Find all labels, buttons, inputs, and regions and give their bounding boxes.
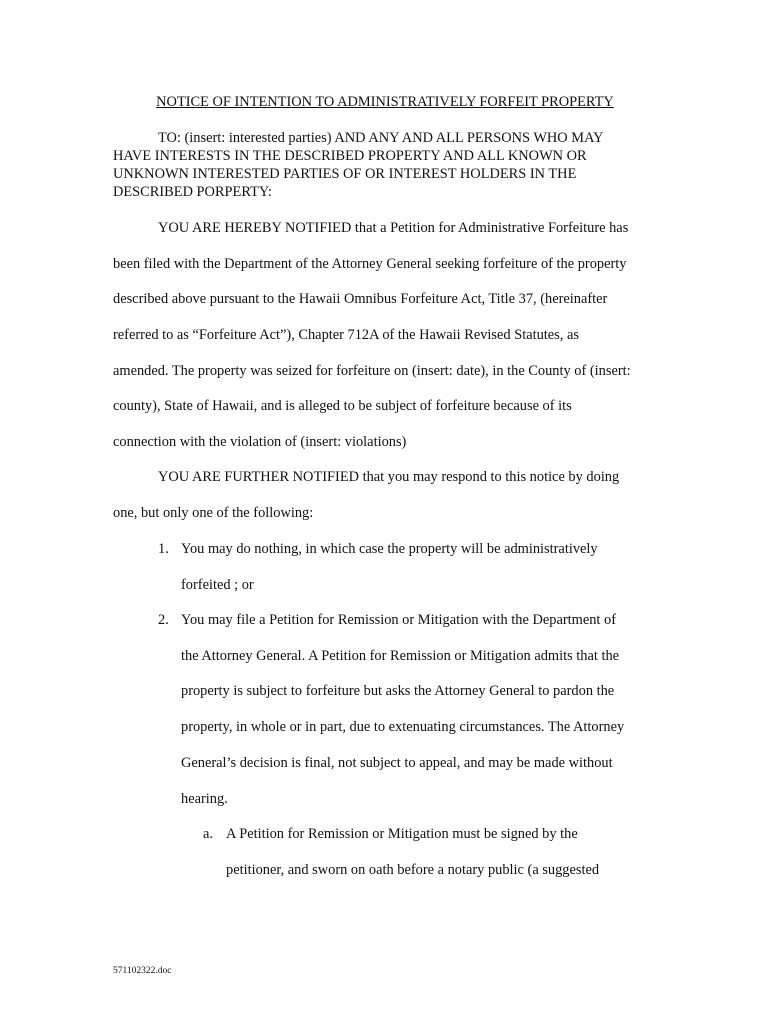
item-1-line-1: You may do nothing, in which case the property will be administratively bbox=[181, 541, 598, 557]
document-footer-filename: 571102322.doc bbox=[113, 966, 172, 976]
item-2a-line-2: petitioner, and sworn on oath before a notary public (a suggested bbox=[226, 862, 600, 878]
document-title: NOTICE OF INTENTION TO ADMINISTRATIVELY FORFEIT PROPERTY bbox=[156, 94, 614, 110]
to-line-3: UNKNOWN INTERESTED PARTIES OF OR INTEREST HOLDERS IN THE bbox=[113, 166, 577, 182]
item-2-line-1: You may file a Petition for Remission or Mitigation with the Department of bbox=[181, 612, 616, 628]
item-2-line-3: property is subject to forfeiture but asks the Attorney General to pardon the bbox=[181, 683, 615, 699]
para1-line-3: described above pursuant to the Hawaii Omnibus Forfeiture Act, Title 37, (hereinafter bbox=[113, 291, 608, 307]
item-2-line-4: property, in whole or in part, due to extenuating circumstances. The Attorney bbox=[181, 719, 625, 735]
item-2-number: 2. bbox=[158, 612, 169, 628]
item-2a-letter: a. bbox=[203, 826, 213, 842]
item-2a-line-1: A Petition for Remission or Mitigation must be signed by the bbox=[226, 826, 578, 842]
para1-line-6: county), State of Hawaii, and is alleged to be subject of forfeiture because of its bbox=[113, 398, 572, 414]
para2-line-2: one, but only one of the following: bbox=[113, 505, 314, 521]
to-line-2: HAVE INTERESTS IN THE DESCRIBED PROPERTY AND ALL KNOWN OR bbox=[113, 148, 587, 164]
item-2-line-2: the Attorney General. A Petition for Remission or Mitigation admits that the bbox=[181, 648, 620, 664]
para2-line-1: YOU ARE FURTHER NOTIFIED that you may respond to this notice by doing bbox=[158, 469, 620, 485]
item-1-number: 1. bbox=[158, 541, 169, 557]
to-line-4: DESCRIBED PORPERTY: bbox=[113, 184, 272, 200]
para1-line-2: been filed with the Department of the Attorney General seeking forfeiture of the property bbox=[113, 256, 627, 272]
to-line-1: TO: (insert: interested parties) AND ANY AND ALL PERSONS WHO MAY bbox=[158, 130, 604, 146]
para1-line-7: connection with the violation of (insert: violations) bbox=[113, 434, 407, 450]
para1-line-5: amended. The property was seized for forfeiture on (insert: date), in the County of (insert: bbox=[113, 363, 631, 379]
para1-line-1: YOU ARE HEREBY NOTIFIED that a Petition for Administrative Forfeiture has bbox=[158, 220, 629, 236]
item-2-line-6: hearing. bbox=[181, 791, 228, 807]
item-2-line-5: General’s decision is final, not subject to appeal, and may be made without bbox=[181, 755, 613, 771]
para1-line-4: referred to as “Forfeiture Act”), Chapter 712A of the Hawaii Revised Statutes, as bbox=[113, 327, 579, 343]
item-1-line-2: forfeited ; or bbox=[181, 577, 254, 593]
